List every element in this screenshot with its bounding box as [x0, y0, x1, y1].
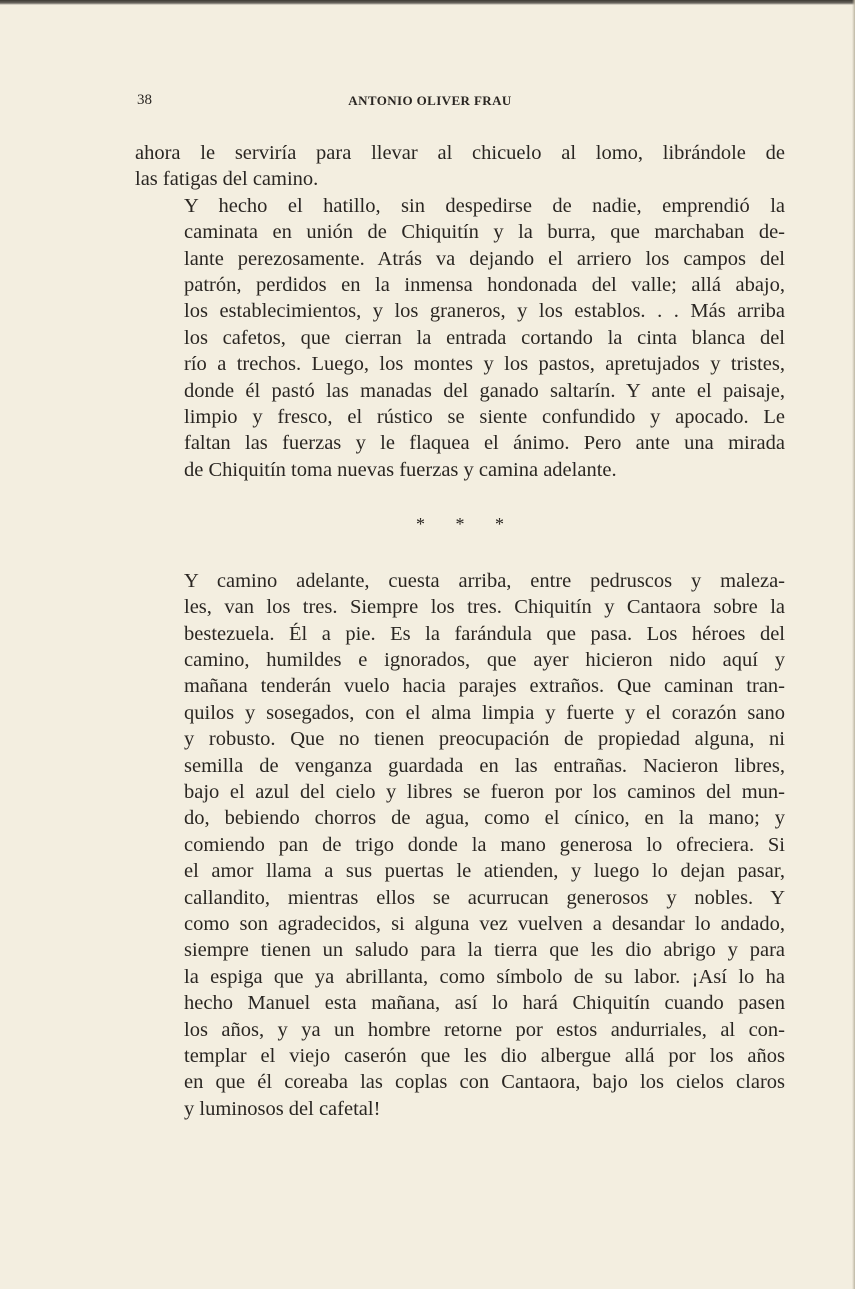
text-line: les, van los tres. Siempre los tres. Chiquitín y Cantaora sobre la — [184, 596, 785, 619]
text-line: siempre tienen un saludo para la tierra que les dio abrigo y para — [184, 939, 785, 962]
text-line: Y camino adelante, cuesta arriba, entre pedruscos y maleza- — [184, 569, 785, 592]
section-separator: * * * — [416, 514, 504, 535]
text-line: hecho Manuel esta mañana, así lo hará Chiquitín cuando pasen — [184, 992, 785, 1015]
body-text — [135, 140, 785, 1122]
text-line: de Chiquitín toma nuevas fuerzas y camina adelante. — [184, 458, 617, 481]
text-line: caminata en unión de Chiquitín y la burra, que marchaban de- — [184, 221, 785, 244]
paragraph-3 — [135, 568, 785, 1123]
text-line: la espiga que ya abrillanta, como símbolo de su labor. ¡Así lo ha — [184, 965, 785, 988]
text-line: callandito, mientras ellos se acurrucan generosos y nobles. Y — [184, 886, 785, 909]
text-line: quilos y sosegados, con el alma limpia y fuerte y el corazón sano — [184, 701, 785, 724]
text-line: semilla de venganza guardada en las entrañas. Nacieron libres, — [184, 754, 785, 777]
text-line: río a trechos. Luego, los montes y los pastos, apretujados y tristes, — [184, 353, 785, 376]
text-line: los cafetos, que cierran la entrada cortando la cinta blanca del — [184, 326, 785, 349]
text-line: y luminosos del cafetal! — [184, 1097, 381, 1120]
text-line: faltan las fuerzas y le flaquea el ánimo. Pero ante una mirada — [184, 432, 785, 455]
text-line: los años, y ya un hombre retorne por estos andurriales, al con- — [184, 1018, 785, 1041]
text-line: lante perezosamente. Atrás va dejando el arriero los campos del — [184, 247, 785, 270]
text-line: do, bebiendo chorros de agua, como el cínico, en la mano; y — [184, 807, 785, 830]
running-head: ANTONIO OLIVER FRAU — [348, 93, 512, 108]
text-line: en que él coreaba las coplas con Cantaora, bajo los cielos claros — [184, 1071, 785, 1094]
text-line: camino, humildes e ignorados, que ayer hicieron nido aquí y — [184, 648, 785, 671]
text-line: donde él pastó las manadas del ganado saltarín. Y ante el paisaje, — [184, 379, 785, 402]
text-line: mañana tenderán vuelo hacia parajes extraños. Que caminan tran- — [184, 675, 785, 698]
page-number: 38 — [137, 92, 152, 108]
text-line: bestezuela. Él a pie. Es la farándula que pasa. Los héroes del — [184, 622, 785, 645]
text-line: los establecimientos, y los graneros, y los establos. . . Más arriba — [184, 300, 785, 323]
text-line: templar el viejo caserón que les dio albergue allá por los años — [184, 1045, 785, 1067]
page-top-edge — [0, 0, 855, 5]
text-line: las fatigas del camino. — [135, 168, 319, 191]
text-line: patrón, perdidos en la inmensa hondonada del valle; allá abajo, — [184, 274, 785, 297]
text-line: bajo el azul del cielo y libres se fueron por los caminos del mun- — [184, 780, 785, 803]
text-line: limpio y fresco, el rústico se siente confundido y apocado. Le — [184, 406, 785, 429]
text-line: como son agradecidos, si alguna vez vuelven a desandar lo andado, — [184, 912, 785, 935]
text-line: ahora le serviría para llevar al chicuelo al lomo, librándole de — [135, 142, 785, 164]
paragraph-2 — [135, 193, 785, 483]
page-header — [137, 92, 723, 112]
paragraph-1 — [135, 140, 785, 193]
text-line: el amor llama a sus puertas le atienden, y luego lo dejan pasar, — [184, 860, 785, 883]
text-line: comiendo pan de trigo donde la mano generosa lo ofreciera. Si — [184, 833, 785, 856]
text-line: Y hecho el hatillo, sin despedirse de nadie, emprendió la — [184, 194, 785, 217]
text-line: y robusto. Que no tienen preocupación de propiedad alguna, ni — [184, 728, 785, 751]
